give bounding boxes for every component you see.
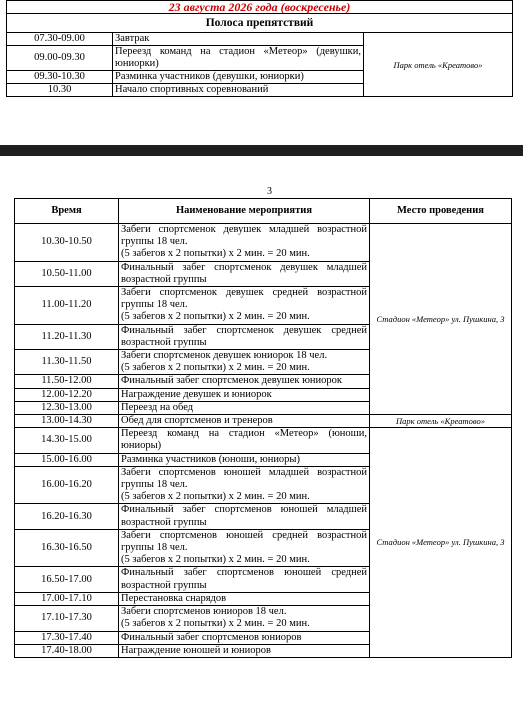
- time-cell: 15.00-16.00: [15, 453, 119, 466]
- event-cell: Переезд команд на стадион «Метеор» (юноши, юниоры): [119, 428, 370, 453]
- time-cell: 12.30-13.00: [15, 401, 119, 414]
- page-number: 3: [267, 186, 272, 197]
- time-cell: 11.50-12.00: [15, 375, 119, 388]
- header-venue: Место проведения: [370, 199, 512, 224]
- time-cell: 17.30-17.40: [15, 631, 119, 644]
- time-cell: 09.00-09.30: [7, 46, 113, 71]
- event-cell: Переезд команд на стадион «Метеор» (девушки, юниорки): [113, 46, 364, 71]
- time-cell: 10.30: [7, 84, 113, 97]
- section-title: Полоса препятствий: [7, 14, 513, 33]
- time-cell: 16.30-16.50: [15, 529, 119, 567]
- event-cell: Переезд на обед: [119, 401, 370, 414]
- event-cell: Обед для спортсменов и тренеров: [119, 415, 370, 428]
- time-cell: 10.30-10.50: [15, 224, 119, 262]
- venue-cell: Стадион «Метеор» ул. Пушкина, 3: [370, 224, 512, 415]
- page-separator: [0, 145, 523, 156]
- time-cell: 17.00-17.10: [15, 592, 119, 605]
- event-cell: Начало спортивных соревнований: [113, 84, 364, 97]
- header-event: Наименование мероприятия: [119, 199, 370, 224]
- time-cell: 11.30-11.50: [15, 350, 119, 375]
- event-cell: Награждение юношей и юниоров: [119, 644, 370, 657]
- time-cell: 09.30-10.30: [7, 71, 113, 84]
- event-cell: Финальный забег спортсменок девушек младшей возрастной группы: [119, 261, 370, 286]
- time-cell: 12.00-12.20: [15, 388, 119, 401]
- event-cell: Разминка участников (юноши, юниоры): [119, 453, 370, 466]
- time-cell: 17.40-18.00: [15, 644, 119, 657]
- venue-cell: Стадион «Метеор» ул. Пушкина, 3: [370, 428, 512, 658]
- venue-cell: Парк отель «Креатово»: [364, 33, 513, 97]
- event-cell: Финальный забег спортсменов юношей младшей возрастной группы: [119, 504, 370, 529]
- event-cell: Забеги спортсменов юношей младшей возрастной группы 18 чел. (5 забегов х 2 попытки) х 2 мин. = 20 мин.: [119, 466, 370, 504]
- main-schedule-table: [14, 198, 512, 658]
- time-cell: 14.30-15.00: [15, 428, 119, 453]
- time-cell: 16.50-17.00: [15, 567, 119, 592]
- event-cell: Финальный забег спортсменок девушек средней возрастной группы: [119, 324, 370, 349]
- time-cell: 11.00-11.20: [15, 287, 119, 325]
- header-time: Время: [15, 199, 119, 224]
- time-cell: 16.00-16.20: [15, 466, 119, 504]
- time-cell: 10.50-11.00: [15, 261, 119, 286]
- time-cell: 13.00-14.30: [15, 415, 119, 428]
- event-cell: Финальный забег спортсменок девушек юниорок: [119, 375, 370, 388]
- event-cell: Разминка участников (девушки, юниорки): [113, 71, 364, 84]
- date-heading: 23 августа 2026 года (воскресенье): [7, 1, 513, 14]
- venue-cell: Парк отель «Креатово»: [370, 415, 512, 428]
- event-cell: Финальный забег спортсменов юношей средней возрастной группы: [119, 567, 370, 592]
- event-cell: Награждение девушек и юниорок: [119, 388, 370, 401]
- top-schedule-table: [6, 0, 513, 97]
- time-cell: 16.20-16.30: [15, 504, 119, 529]
- event-cell: Забеги спортсменок девушек юниорок 18 чел. (5 забегов х 2 попытки) х 2 мин. = 20 мин.: [119, 350, 370, 375]
- event-cell: Финальный забег спортсменов юниоров: [119, 631, 370, 644]
- time-cell: 07.30-09.00: [7, 33, 113, 46]
- event-cell: Перестановка снарядов: [119, 592, 370, 605]
- event-cell: Забеги спортсменов юношей средней возрастной группы 18 чел. (5 забегов х 2 попытки) х 2 мин. = 20 мин.: [119, 529, 370, 567]
- event-cell: Забеги спортсменок девушек младшей возрастной группы 18 чел. (5 забегов х 2 попытки) х 2 мин. = 20 мин.: [119, 224, 370, 262]
- event-cell: Забеги спортсменок девушек средней возрастной группы 18 чел. (5 забегов х 2 попытки) х 2 мин. = 20 мин.: [119, 287, 370, 325]
- time-cell: 17.10-17.30: [15, 606, 119, 631]
- event-cell: Завтрак: [113, 33, 364, 46]
- event-cell: Забеги спортсменов юниоров 18 чел. (5 забегов х 2 попытки) х 2 мин. = 20 мин.: [119, 606, 370, 631]
- time-cell: 11.20-11.30: [15, 324, 119, 349]
